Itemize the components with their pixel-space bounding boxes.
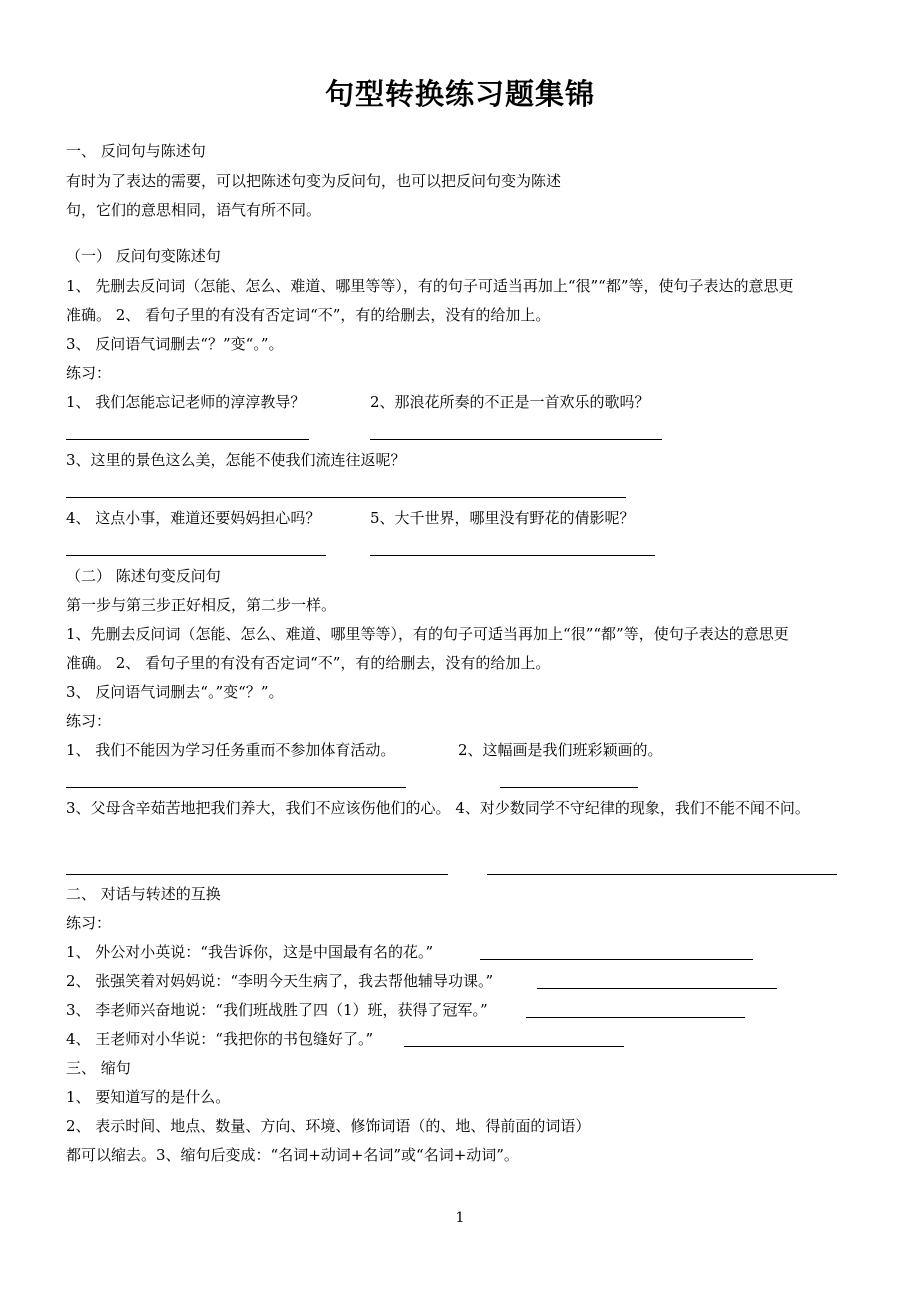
part-2-question-1: 1、 我们不能因为学习任务重而不参加体育活动。 (66, 741, 396, 759)
answer-blank-p2-q4[interactable] (487, 874, 837, 875)
section-2-practice-label: 练习： (66, 914, 112, 932)
page-number: 1 (455, 1210, 465, 1226)
section-3-rule-3: 都可以缩去。3、缩句后变成：“名词+动词+名词”或“名词+动词”。 (66, 1146, 519, 1164)
answer-blank-s2-q3[interactable] (526, 1017, 745, 1018)
part-1-practice-label: 练习： (66, 364, 112, 382)
section-3-rule-1: 1、 要知道写的是什么。 (66, 1088, 231, 1106)
section-2-question-1: 1、 外公对小英说：“我告诉你，这是中国最有名的花。” (66, 943, 434, 961)
part-1-question-4: 4、 这点小事，难道还要妈妈担心吗？ (66, 509, 321, 527)
part-2-questions-3-4: 3、父母含辛茹苦地把我们养大，我们不应该伤他们的心。 4、对少数同学不守纪律的现象，我们不能不闻不问。 (66, 799, 810, 817)
answer-blank-p1-q4[interactable] (66, 555, 326, 556)
part-2-intro: 第一步与第三步正好相反，第二步一样。 (66, 596, 337, 614)
part-2-practice-label: 练习： (66, 712, 112, 730)
section-2-heading: 二、 对话与转述的互换 (66, 885, 221, 903)
answer-blank-p1-q1[interactable] (66, 439, 309, 440)
answer-blank-s2-q4[interactable] (404, 1046, 624, 1047)
part-1-question-5: 5、大千世界，哪里没有野花的倩影呢？ (370, 509, 635, 527)
answer-blank-p1-q3[interactable] (66, 497, 626, 498)
part-2-heading: （二） 陈述句变反问句 (66, 567, 221, 585)
section-3-heading: 三、 缩句 (66, 1059, 131, 1077)
part-1-rule-1-line-b: 准确。 2、 看句子里的有没有否定词“不”，有的给删去，没有的给加上。 (66, 306, 551, 324)
part-2-rule-3: 3、 反问语气词删去“。”变“？”。 (66, 683, 284, 701)
answer-blank-p1-q5[interactable] (370, 555, 655, 556)
section-1-intro-line-2: 句，它们的意思相同，语气有所不同。 (66, 201, 322, 219)
part-2-question-2: 2、这幅画是我们班彩颖画的。 (458, 741, 663, 759)
section-3-rule-2: 2、 表示时间、地点、数量、方向、环境、修饰词语（的、地、得前面的词语） (66, 1117, 591, 1135)
part-1-rule-1-line-a: 1、 先删去反问词（怎能、怎么、难道、哪里等等），有的句子可适当再加上“很”“都”等，使句子表达的意思更 (66, 277, 794, 295)
answer-blank-s2-q2[interactable] (537, 988, 777, 989)
section-2-question-4: 4、 王老师对小华说：“我把你的书包缝好了。” (66, 1030, 374, 1048)
answer-blank-p1-q2[interactable] (370, 439, 662, 440)
answer-blank-p2-q1[interactable] (66, 787, 406, 788)
answer-blank-s2-q1[interactable] (480, 959, 753, 960)
section-2-question-3: 3、 李老师兴奋地说：“我们班战胜了四（1）班，获得了冠军。” (66, 1001, 488, 1019)
part-1-heading: （一） 反问句变陈述句 (66, 247, 221, 265)
part-2-rule-1-line-b: 准确。 2、 看句子里的有没有否定词“不”，有的给删去，没有的给加上。 (66, 654, 551, 672)
answer-blank-p2-q3[interactable] (66, 874, 448, 875)
part-1-question-1: 1、 我们怎能忘记老师的淳淳教导？ (66, 393, 306, 411)
part-1-question-3: 3、这里的景色这么美，怎能不使我们流连往返呢？ (66, 451, 406, 469)
section-1-heading: 一、 反问句与陈述句 (66, 142, 206, 160)
page-title: 句型转换练习题集锦 (324, 77, 595, 111)
part-2-rule-1-line-a: 1、先删去反问词（怎能、怎么、难道、哪里等等），有的句子可适当再加上“很”“都”等，使句子表达的意思更 (66, 625, 789, 643)
answer-blank-p2-q2[interactable] (500, 787, 638, 788)
part-1-rule-3: 3、 反问语气词删去“？”变“。”。 (66, 335, 284, 353)
section-2-question-2: 2、 张强笑着对妈妈说：“李明今天生病了，我去帮他辅导功课。” (66, 972, 494, 990)
part-1-question-2: 2、那浪花所奏的不正是一首欢乐的歌吗？ (370, 393, 650, 411)
section-1-intro-line-1: 有时为了表达的需要，可以把陈述句变为反问句，也可以把反问句变为陈述 (66, 172, 562, 190)
